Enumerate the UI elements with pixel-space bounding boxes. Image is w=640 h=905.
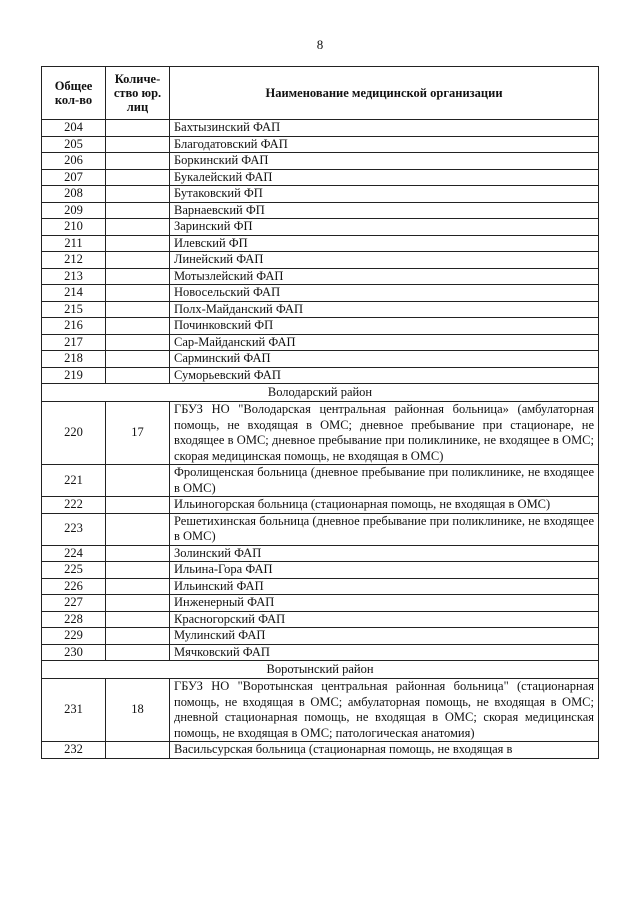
table-row <box>42 367 599 384</box>
organization-name-cell: Новосельский ФАП <box>170 285 599 302</box>
organization-name-cell: Варнаевский ФП <box>170 202 599 219</box>
legal-entities-cell <box>106 742 170 759</box>
organization-name-cell: Илевский ФП <box>170 235 599 252</box>
legal-entities-cell <box>106 611 170 628</box>
organization-name-cell: Мотызлейский ФАП <box>170 268 599 285</box>
medical-organizations-table <box>41 66 599 759</box>
organization-name-cell: Бутаковский ФП <box>170 186 599 203</box>
row-number-cell: 227 <box>42 595 106 612</box>
table-row <box>42 497 599 514</box>
table-row <box>42 334 599 351</box>
table-body-section-3 <box>42 679 599 759</box>
row-number-cell: 219 <box>42 367 106 384</box>
row-number-cell: 205 <box>42 136 106 153</box>
legal-entities-cell <box>106 153 170 170</box>
row-number-cell: 214 <box>42 285 106 302</box>
legal-entities-cell <box>106 497 170 514</box>
organization-name-cell: Починковский ФП <box>170 318 599 335</box>
table-row <box>42 252 599 269</box>
row-number-cell: 217 <box>42 334 106 351</box>
organization-name-cell: Золинский ФАП <box>170 545 599 562</box>
row-number-cell: 215 <box>42 301 106 318</box>
organization-name-cell: Васильсурская больница (стационарная помощь, не входящая в <box>170 742 599 759</box>
row-number-cell: 211 <box>42 235 106 252</box>
legal-entities-cell <box>106 545 170 562</box>
table-row <box>42 644 599 661</box>
table-row <box>42 153 599 170</box>
table-row <box>42 235 599 252</box>
row-number-cell: 225 <box>42 562 106 579</box>
row-number-cell: 218 <box>42 351 106 368</box>
district-row-volodarsky <box>42 384 599 402</box>
legal-entities-cell: 17 <box>106 402 170 465</box>
legal-entities-cell <box>106 268 170 285</box>
table-row <box>42 136 599 153</box>
organization-name-cell: Боркинский ФАП <box>170 153 599 170</box>
header-organization-name: Наименование медицинской организации <box>170 67 599 120</box>
legal-entities-cell <box>106 578 170 595</box>
legal-entities-cell <box>106 562 170 579</box>
legal-entities-cell <box>106 351 170 368</box>
legal-entities-cell <box>106 285 170 302</box>
table-row <box>42 545 599 562</box>
row-number-cell: 221 <box>42 465 106 497</box>
organization-name-cell: Ильинский ФАП <box>170 578 599 595</box>
header-total-count: Общее кол-во <box>42 67 106 120</box>
legal-entities-cell <box>106 595 170 612</box>
row-number-cell: 224 <box>42 545 106 562</box>
row-number-cell: 223 <box>42 513 106 545</box>
row-number-cell: 230 <box>42 644 106 661</box>
organization-name-cell: Букалейский ФАП <box>170 169 599 186</box>
table-row <box>42 562 599 579</box>
table-row <box>42 120 599 137</box>
table-row <box>42 202 599 219</box>
legal-entities-cell <box>106 318 170 335</box>
organization-name-cell: Ильиногорская больница (стационарная помощь, не входящая в ОМС) <box>170 497 599 514</box>
district-label: Володарский район <box>42 384 599 402</box>
legal-entities-cell <box>106 252 170 269</box>
row-number-cell: 212 <box>42 252 106 269</box>
row-number-cell: 222 <box>42 497 106 514</box>
row-number-cell: 213 <box>42 268 106 285</box>
organization-name-cell: Суморьевский ФАП <box>170 367 599 384</box>
table-row <box>42 578 599 595</box>
table-row <box>42 595 599 612</box>
legal-entities-cell <box>106 136 170 153</box>
organization-name-cell: Линейский ФАП <box>170 252 599 269</box>
organization-name-cell: Инженерный ФАП <box>170 595 599 612</box>
legal-entities-cell <box>106 120 170 137</box>
row-number-cell: 229 <box>42 628 106 645</box>
district-row-vorotynsky <box>42 661 599 679</box>
organization-name-cell: ГБУЗ НО "Володарская центральная районная больница» (амбулаторная помощь, не входящая в ОМС; дневное пребывание при стационаре, не входящее в ОМС; дневное пребывание при поликлинике, не входящее в ОМС; скорая медицинская помощь, не входящая в ОМС) <box>170 402 599 465</box>
table-row <box>42 402 599 465</box>
row-number-cell: 207 <box>42 169 106 186</box>
organization-name-cell: Бахтызинский ФАП <box>170 120 599 137</box>
row-number-cell: 232 <box>42 742 106 759</box>
legal-entities-cell <box>106 235 170 252</box>
legal-entities-cell <box>106 219 170 236</box>
organization-name-cell: Сар-Майданский ФАП <box>170 334 599 351</box>
row-number-cell: 209 <box>42 202 106 219</box>
table-row <box>42 318 599 335</box>
table-row <box>42 268 599 285</box>
table-row <box>42 186 599 203</box>
table-row <box>42 285 599 302</box>
table-row <box>42 628 599 645</box>
legal-entities-cell <box>106 644 170 661</box>
row-number-cell: 226 <box>42 578 106 595</box>
table-row <box>42 742 599 759</box>
legal-entities-cell <box>106 169 170 186</box>
organization-name-cell: Сарминский ФАП <box>170 351 599 368</box>
page-number: 8 <box>316 37 324 52</box>
legal-entities-cell <box>106 465 170 497</box>
row-number-cell: 210 <box>42 219 106 236</box>
table-row <box>42 611 599 628</box>
legal-entities-cell <box>106 367 170 384</box>
organization-name-cell: Мулинский ФАП <box>170 628 599 645</box>
row-number-cell: 228 <box>42 611 106 628</box>
table-row <box>42 301 599 318</box>
table-header-row <box>42 67 599 120</box>
district-label: Воротынский район <box>42 661 599 679</box>
row-number-cell: 216 <box>42 318 106 335</box>
organization-name-cell: Решетихинская больница (дневное пребывание при поликлинике, не входящее в ОМС) <box>170 513 599 545</box>
table-row <box>42 351 599 368</box>
table-row <box>42 679 599 742</box>
legal-entities-cell <box>106 301 170 318</box>
row-number-cell: 204 <box>42 120 106 137</box>
legal-entities-cell <box>106 334 170 351</box>
table-body-section-2 <box>42 402 599 661</box>
organization-name-cell: Мячковский ФАП <box>170 644 599 661</box>
table-body-section-1 <box>42 120 599 384</box>
table-row <box>42 169 599 186</box>
organization-name-cell: Красногорский ФАП <box>170 611 599 628</box>
organization-name-cell: Ильина-Гора ФАП <box>170 562 599 579</box>
legal-entities-cell: 18 <box>106 679 170 742</box>
legal-entities-cell <box>106 513 170 545</box>
legal-entities-cell <box>106 186 170 203</box>
organization-name-cell: Полх-Майданский ФАП <box>170 301 599 318</box>
row-number-cell: 220 <box>42 402 106 465</box>
row-number-cell: 206 <box>42 153 106 170</box>
organization-name-cell: Благодатовский ФАП <box>170 136 599 153</box>
row-number-cell: 208 <box>42 186 106 203</box>
table-row <box>42 513 599 545</box>
table-row <box>42 465 599 497</box>
table-row <box>42 219 599 236</box>
organization-name-cell: Фролищенская больница (дневное пребывание при поликлинике, не входящее в ОМС) <box>170 465 599 497</box>
header-legal-entities: Количе-ство юр. лиц <box>106 67 170 120</box>
legal-entities-cell <box>106 202 170 219</box>
legal-entities-cell <box>106 628 170 645</box>
organization-name-cell: ГБУЗ НО "Воротынская центральная районная больница" (стационарная помощь, не входящая в ОМС; амбулаторная помощь, не входящая в ОМС; дневной стационарная помощь, не входящая в ОМС; скорая медицинская помощь, не входящая в ОМС; патологическая анатомия) <box>170 679 599 742</box>
row-number-cell: 231 <box>42 679 106 742</box>
organization-name-cell: Заринский ФП <box>170 219 599 236</box>
